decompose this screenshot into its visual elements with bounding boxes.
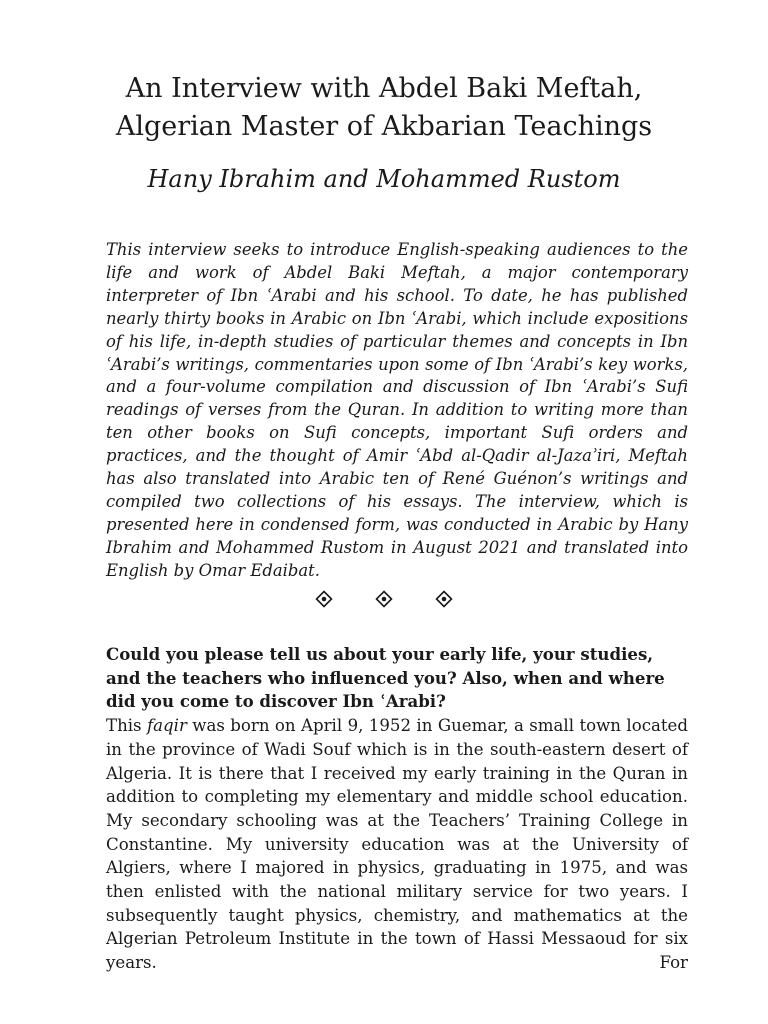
answer-lead: This [106,716,147,736]
answer-term: faqir [146,716,187,736]
authors: Hany Ibrahim and Mohammed Rustom [147,165,621,193]
section-divider [0,590,768,608]
title-line-1: An Interview with Abdel Baki Meftah, [125,73,643,104]
title-line-2: Algerian Master of Akbarian Teachings [115,111,653,142]
article-title [80,70,688,146]
answer-text: was born on April 9, 1952 in Guemar, a small town located in the province of Wadi Souf which is in the south-eastern desert of Algeria. It is there that I received my early training in the Quran in addition to completing my elementary and middle school education. My secondary schooling was at the Teachers’ Training College in Constantine. My university education was at the University of Algiers, where I majored in physics, graduating in 1975, and was then enlisted with the national military service for two years. I subsequently taught physics, chemistry, and mathematics at the Algerian Petroleum Institute in the town of Hassi Messaoud for six years. For [106,716,688,973]
abstract: This interview seeks to introduce English-speaking audiences to the life and work of Abdel Baki Meftah, a major contemporary interpreter of Ibn ʿArabi and his school. To date, he has published nearly thirty books in Arabic on Ibn ʿArabi, which include expositions of his life, in-depth studies of particular themes and concepts in Ibn ʿArabi’s writings, commentaries upon some of Ibn ʿArabi’s key works, and a four-volume compilation and discussion of Ibn ʿArabi’s Sufi readings of verses from the Quran. In addition to writing more than ten other books on Sufi concepts, important Sufi orders and practices, and the thought of Amir ʿAbd al-Qadir al-Jazaʾiri, Meftah has also translated into Arabic ten of René Guénon’s writings and compiled two collections of his essays. The interview, which is presented here in condensed form, was conducted in Arabic by Hany Ibrahim and Mohammed Rustom in August 2021 and translated into English by Omar Edaibat. [106,240,688,580]
diamond-dot-icon [315,590,333,608]
diamond-dot-icon [375,590,393,608]
interview-answer [106,714,688,975]
interview-body [106,643,688,975]
diamond-dot-icon [435,590,453,608]
interview-question: Could you please tell us about your early life, your studies, and the teachers who influenced you? Also, when and where did you come to discover Ibn ʿArabi? [106,644,665,712]
